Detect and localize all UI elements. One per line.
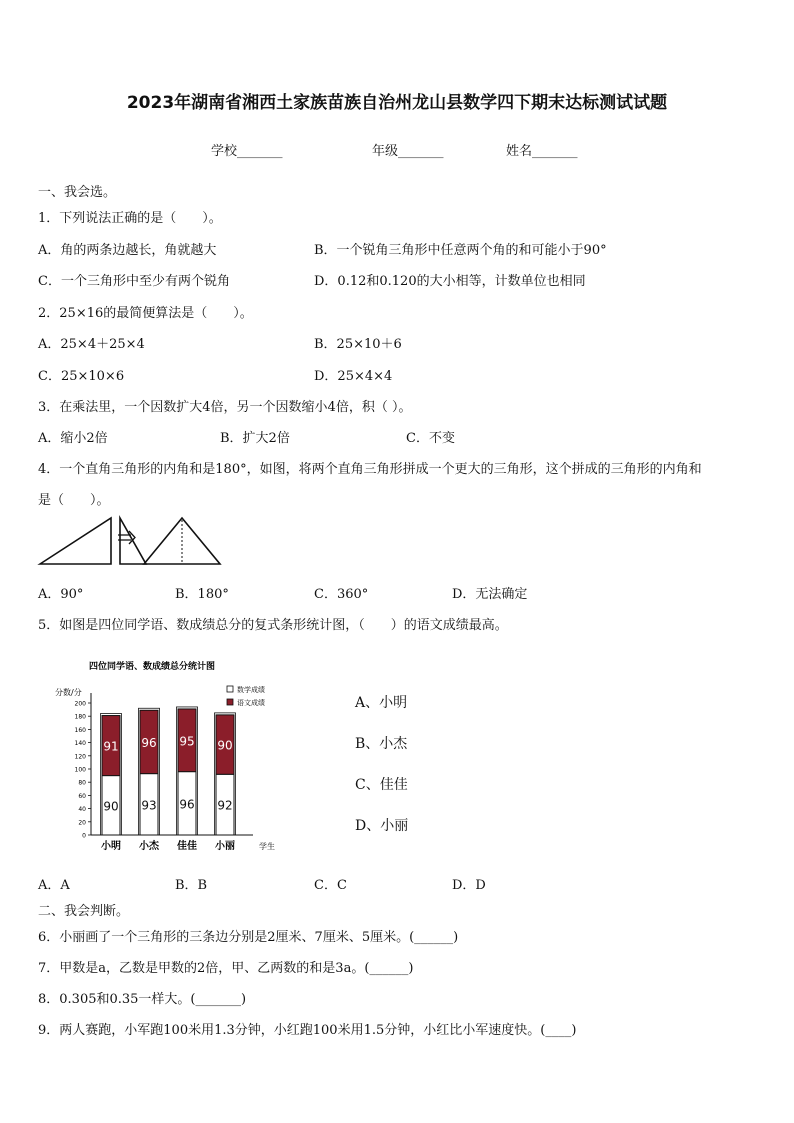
y-tick-label: 60	[78, 792, 86, 800]
q4-stem-line1: 4．一个直角三角形的内角和是180°，如图，将两个直角三角形拼成一个更大的三角形，这个拼成的三角形的内角和	[38, 462, 702, 477]
chart-title: 四位同学语、数成绩总分统计图	[89, 662, 216, 672]
page-title: 2023年湖南省湘西土家族苗族自治州龙山县数学四下期末达标测试试题	[126, 93, 668, 113]
bar-stack	[215, 713, 236, 835]
y-tick	[78, 780, 91, 787]
q5-figure-option-c: C、佳佳	[355, 777, 408, 793]
category-label: 小杰	[139, 841, 159, 852]
q4-stem-line2: 是（ ）。	[38, 493, 110, 508]
y-tick-label: 0	[82, 832, 86, 840]
y-tick	[78, 806, 91, 813]
q8-text: 8．0.305和0.35一样大。(_______)	[38, 992, 247, 1007]
x-axis-label: 学生	[259, 842, 275, 851]
math-value-label: 93	[141, 798, 157, 813]
y-axis-label: 分数/分	[55, 688, 82, 697]
section-2-heading: 二、我会判断。	[38, 904, 130, 919]
y-tick	[82, 833, 91, 840]
q2-option-d[interactable]: D．25×4×4	[314, 369, 393, 384]
y-tick	[75, 753, 91, 760]
math-value-label: 90	[103, 799, 119, 814]
category-label: 小丽	[215, 841, 235, 852]
q1-stem: 1．下列说法正确的是（ ）。	[38, 211, 222, 226]
q3-option-c[interactable]: C．不变	[406, 431, 455, 446]
y-tick-label: 40	[78, 806, 86, 814]
q7-text: 7．甲数是a，乙数是甲数的2倍，甲、乙两数的和是3a。(______)	[38, 961, 414, 976]
math-value-label: 92	[217, 798, 233, 813]
q2-stem: 2．25×16的最简便算法是（ ）。	[38, 306, 253, 321]
y-tick-label: 100	[74, 766, 86, 774]
y-tick	[75, 714, 91, 721]
category-label: 佳佳	[177, 841, 197, 852]
q9-text: 9．两人赛跑，小军跑100米用1.3分钟，小红跑100米用1.5分钟，小红比小军速度快。(____)	[38, 1023, 577, 1038]
q4-option-c[interactable]: C．360°	[314, 587, 369, 602]
y-tick-label: 200	[74, 700, 86, 708]
bar-chart	[55, 655, 295, 860]
y-tick-label: 20	[78, 819, 86, 827]
bar-stack	[101, 714, 122, 835]
y-tick	[75, 740, 91, 747]
chinese-value-label: 95	[179, 734, 195, 749]
y-tick-label: 180	[74, 713, 86, 721]
combined-triangle	[144, 518, 220, 564]
q4-option-d[interactable]: D．无法确定	[452, 587, 528, 602]
q5-option-c[interactable]: C．C	[314, 878, 347, 893]
math-value-label: 96	[179, 797, 195, 812]
q5-figure-option-b: B、小杰	[355, 736, 408, 752]
q5-figure-option-a: A、小明	[355, 695, 408, 711]
y-tick	[75, 767, 91, 774]
q3-stem: 3．在乘法里，一个因数扩大4倍，另一个因数缩小4倍，积（ ）。	[38, 400, 412, 415]
q2-option-a[interactable]: A．25×4＋25×4	[38, 337, 145, 352]
q5-stem: 5．如图是四位同学语、数成绩总分的复式条形统计图，（ ）的语文成绩最高。	[38, 618, 508, 633]
bar-stack	[139, 708, 160, 835]
y-tick-label: 160	[74, 726, 86, 734]
triangles-figure	[36, 512, 236, 570]
chinese-value-label: 96	[141, 735, 157, 750]
y-tick	[75, 727, 91, 734]
legend-label: 语文成绩	[237, 699, 265, 707]
y-tick-label: 80	[78, 779, 86, 787]
legend-item	[227, 685, 265, 694]
q2-option-c[interactable]: C．25×10×6	[38, 369, 125, 384]
chinese-value-label: 90	[217, 738, 233, 753]
q1-option-b[interactable]: B．一个锐角三角形中任意两个角的和可能小于90°	[314, 243, 607, 258]
y-tick-label: 120	[74, 753, 86, 761]
q1-option-d[interactable]: D．0.12和0.120的大小相等，计数单位也相同	[314, 274, 586, 289]
q1-option-c[interactable]: C．一个三角形中至少有两个锐角	[38, 274, 230, 289]
grade-field[interactable]: 年级_______	[372, 144, 444, 159]
section-1-heading: 一、我会选。	[38, 185, 117, 200]
right-triangle-right	[120, 518, 146, 564]
legend-item	[227, 698, 265, 707]
y-tick	[78, 819, 91, 826]
category-label: 小明	[101, 841, 121, 852]
q3-option-a[interactable]: A．缩小2倍	[38, 431, 108, 446]
q5-option-b[interactable]: B．B	[175, 878, 208, 893]
q6-text: 6．小丽画了一个三角形的三条边分别是2厘米、7厘米、5厘米。(______)	[38, 930, 459, 945]
q4-option-a[interactable]: A．90°	[38, 587, 84, 602]
legend-swatch	[227, 699, 233, 705]
q4-option-b[interactable]: B．180°	[175, 587, 229, 602]
q3-option-b[interactable]: B．扩大2倍	[220, 431, 290, 446]
y-tick	[75, 701, 91, 708]
chinese-value-label: 91	[103, 739, 119, 754]
y-tick-label: 140	[74, 740, 86, 748]
legend-label: 数学成绩	[237, 686, 265, 694]
name-field[interactable]: 姓名_______	[506, 144, 578, 159]
y-tick	[78, 793, 91, 800]
legend-swatch	[227, 686, 233, 692]
school-field[interactable]: 学校_______	[211, 144, 283, 159]
q5-figure-option-d: D、小丽	[355, 818, 409, 834]
q1-option-a[interactable]: A．角的两条边越长，角就越大	[38, 243, 217, 258]
q2-option-b[interactable]: B．25×10＋6	[314, 337, 402, 352]
right-triangle-left	[40, 518, 111, 564]
q5-option-d[interactable]: D．D	[452, 878, 486, 893]
q5-option-a[interactable]: A．A	[38, 878, 70, 893]
bar-stack	[177, 707, 198, 835]
